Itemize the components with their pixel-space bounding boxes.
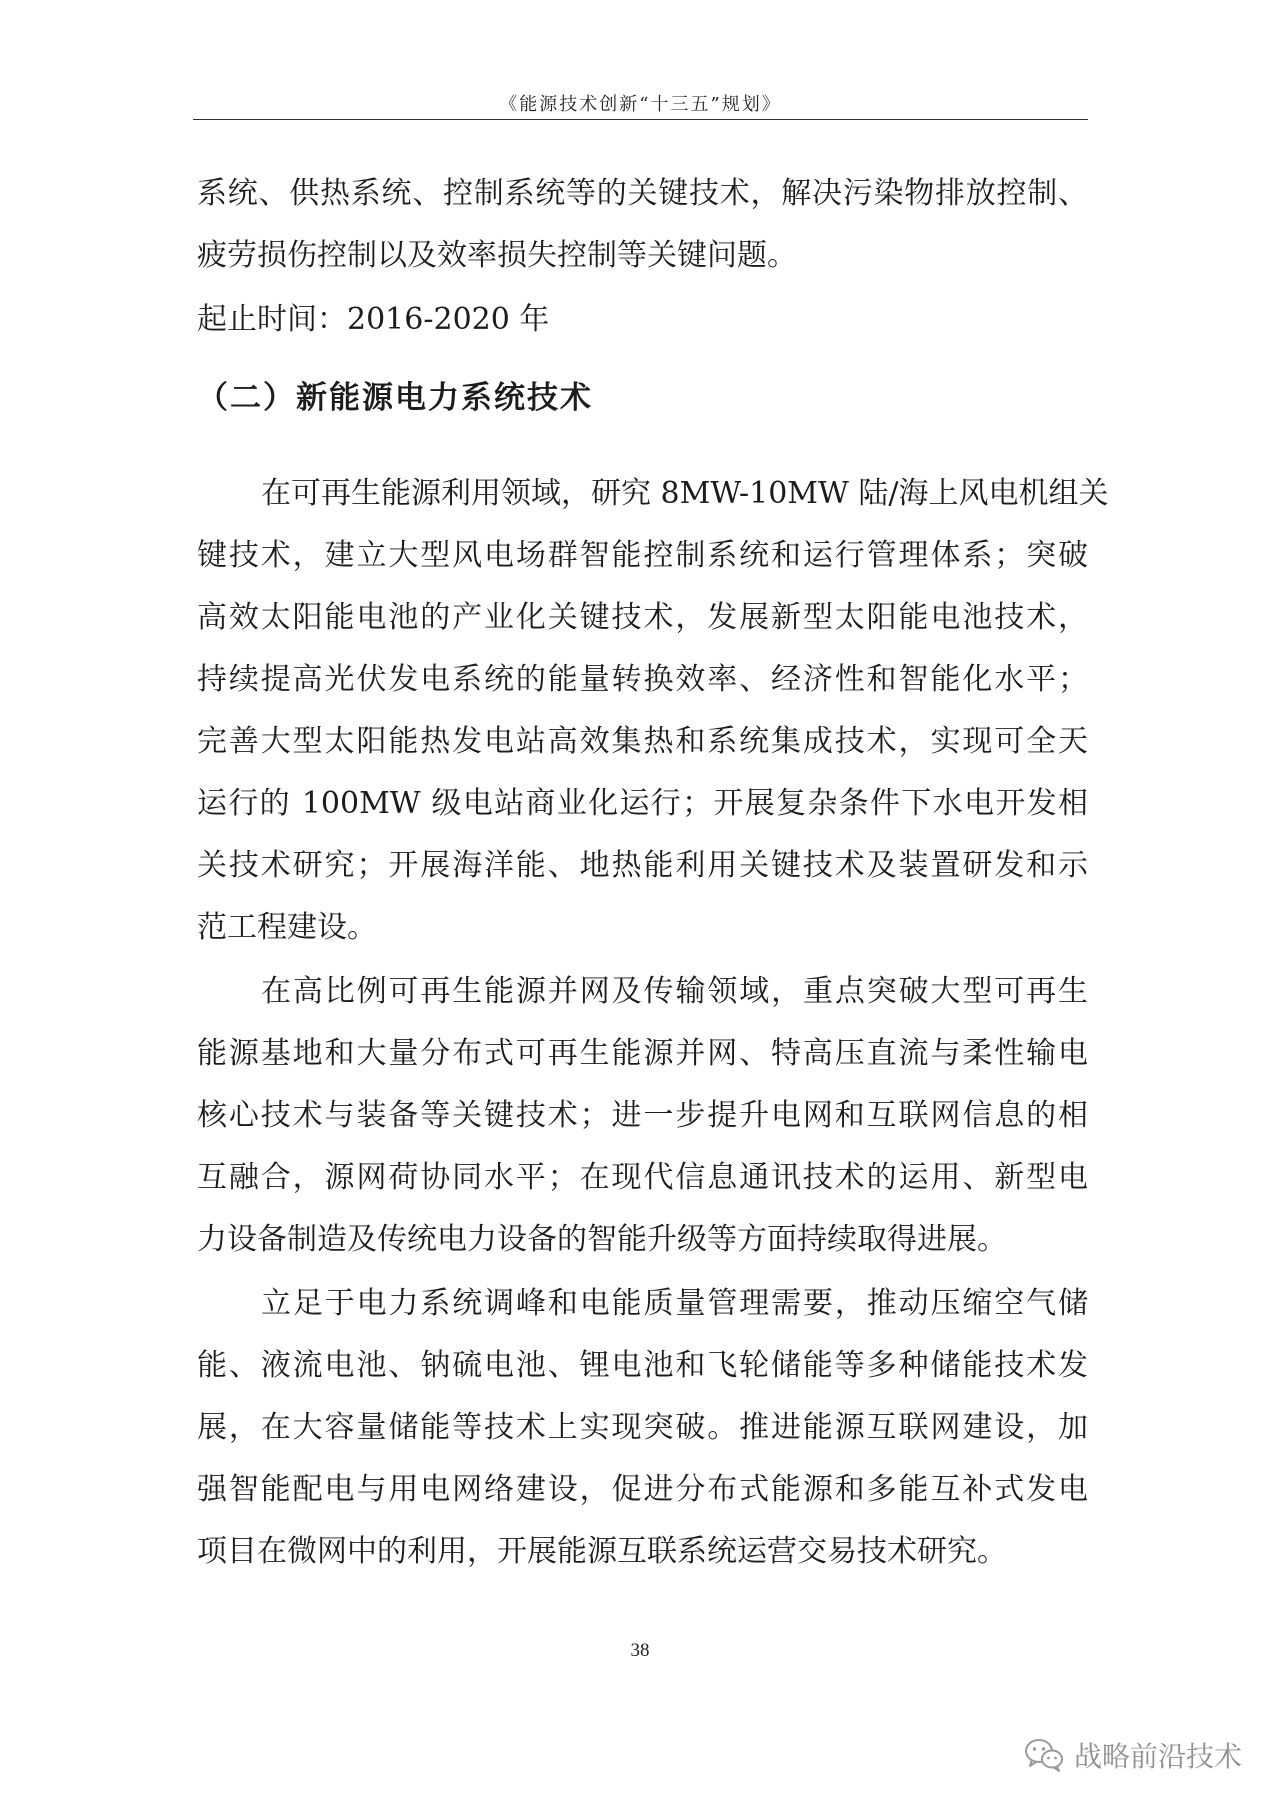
section-heading: （二）新能源电力系统技术: [197, 380, 593, 416]
text-line: 完善大型太阳能热发电站高效集热和系统集成技术，实现可全天: [197, 724, 1088, 759]
text-line: 在可再生能源利用领域，研究 8MW-10MW 陆/海上风电机组关: [261, 476, 1109, 511]
text-line: 强智能配电与用电网络建设，促进分布式能源和多能互补式发电: [197, 1472, 1088, 1507]
text-line: 立足于电力系统调峰和电能质量管理需要，推动压缩空气储: [261, 1286, 1088, 1321]
page-number: 38: [630, 1640, 650, 1661]
period-line: 起止时间：2016-2020 年: [197, 302, 550, 337]
text-line: 范工程建设。: [197, 910, 377, 945]
watermark-text: 战略前沿技术: [1073, 1740, 1242, 1773]
text-line: 疲劳损伤控制以及效率损失控制等关键问题。: [197, 238, 797, 273]
paragraph-renewable-utilization: [197, 463, 1109, 959]
text-line: 关技术研究；开展海洋能、地热能利用关键技术及装置研发和示: [197, 848, 1088, 883]
document-body: [197, 163, 1109, 1585]
text-line: 持续提高光伏发电系统的能量转换效率、经济性和智能化水平；: [197, 662, 1088, 697]
text-line: 能、液流电池、钠硫电池、锂电池和飞轮储能等多种储能技术发: [197, 1348, 1088, 1383]
text-line: 运行的 100MW 级电站商业化运行；开展复杂条件下水电开发相: [197, 786, 1088, 821]
text-line: 在高比例可再生能源并网及传输领域，重点突破大型可再生: [261, 974, 1088, 1009]
text-line: 力设备制造及传统电力设备的智能升级等方面持续取得进展。: [197, 1222, 1007, 1257]
running-header: 《能源技术创新“十三五”规划》: [499, 94, 782, 115]
text-line: 能源基地和大量分布式可再生能源并网、特高压直流与柔性输电: [197, 1036, 1088, 1071]
intro-paragraph: [197, 163, 1088, 287]
watermark: [1024, 1735, 1242, 1775]
paragraph-grid-integration: [197, 961, 1088, 1271]
text-line: 互融合，源网荷协同水平；在现代信息通讯技术的运用、新型电: [197, 1160, 1088, 1195]
header-rule: [193, 119, 1088, 120]
text-line: 键技术，建立大型风电场群智能控制系统和运行管理体系；突破: [197, 538, 1088, 573]
text-line: 系统、供热系统、控制系统等的关键技术，解决污染物排放控制、: [197, 176, 1088, 211]
text-line: 核心技术与装备等关键技术；进一步提升电网和互联网信息的相: [197, 1098, 1088, 1133]
text-line: 展，在大容量储能等技术上实现突破。推进能源互联网建设，加: [197, 1410, 1088, 1445]
wechat-icon: [1024, 1737, 1064, 1773]
text-line: 高效太阳能电池的产业化关键技术，发展新型太阳能电池技术，: [197, 600, 1088, 635]
paragraph-energy-storage: [197, 1273, 1088, 1583]
text-line: 项目在微网中的利用，开展能源互联系统运营交易技术研究。: [197, 1534, 1007, 1569]
